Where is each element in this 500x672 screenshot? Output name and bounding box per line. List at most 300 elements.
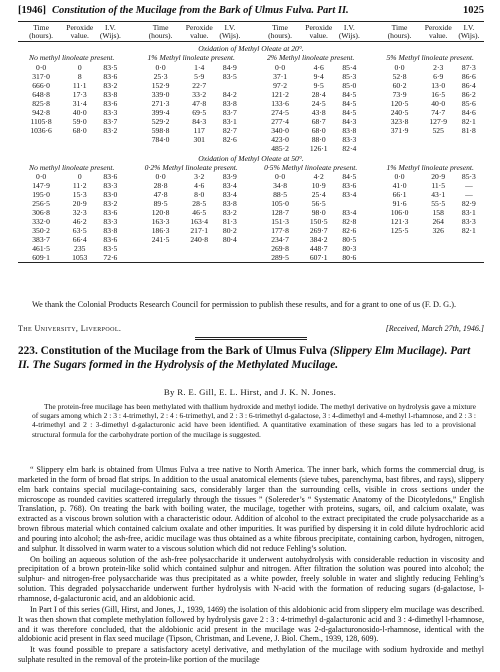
table-cell xyxy=(364,226,376,235)
set-label-50-2: 0·5% Methyl linoleate present. xyxy=(264,162,358,172)
table-cell: 598·8 xyxy=(151,125,170,135)
table-cell: 34·8 xyxy=(273,181,288,191)
table-cell xyxy=(137,253,183,263)
column-header: Time xyxy=(272,22,288,32)
table-row xyxy=(18,81,484,90)
table-cell: 43·8 xyxy=(311,107,326,117)
table-cell xyxy=(423,144,454,153)
table-cell xyxy=(364,108,376,117)
article-title-main: Constitution of the Mucilage from the Bark of Ulmus Fulva xyxy=(40,345,327,357)
oxidation-heading: Oxidation of Methyl Oleate at 20°. xyxy=(198,44,304,54)
table-cell: 17·3 xyxy=(72,89,87,99)
table-cell: 399·4 xyxy=(151,107,170,117)
table-cell xyxy=(137,144,183,153)
oxidation-heading: Oxidation of Methyl Oleate at 50°. xyxy=(198,153,304,163)
table-cell xyxy=(364,32,376,41)
table-cell: 82·6 xyxy=(222,134,237,144)
table-cell xyxy=(64,144,95,153)
table-cell: 86·2 xyxy=(461,89,476,99)
table-cell: 80·2 xyxy=(222,226,237,236)
authors: By R. E. Gill, E. L. Hirst, and J. K. N. Jones. xyxy=(163,387,337,397)
table-cell xyxy=(125,99,137,108)
set-label-20-2: 2% Methyl linoleate present. xyxy=(266,53,355,63)
table-cell xyxy=(245,235,257,244)
table-row xyxy=(18,117,484,126)
table-cell: 56·5 xyxy=(311,199,326,209)
table-cell: 83·2 xyxy=(222,208,237,218)
table-cell: 84·5 xyxy=(342,89,357,99)
table-cell: 25·3 xyxy=(153,71,168,81)
table-cell: 46·2 xyxy=(72,217,87,227)
table-cell xyxy=(364,63,376,72)
table-cell: 1053 xyxy=(72,253,88,263)
table-cell xyxy=(364,190,376,199)
table-cell: 16·5 xyxy=(431,89,446,99)
table-cell: 289·5 xyxy=(271,253,289,263)
column-header: Peroxide xyxy=(185,22,213,32)
table-cell: 4·6 xyxy=(194,181,205,191)
set-label-20-3: 5% Methyl linoleate present. xyxy=(386,53,474,63)
table-cell: 217·1 xyxy=(190,226,209,236)
table-cell xyxy=(64,135,95,144)
table-cell: 68·7 xyxy=(311,116,326,126)
table-cell: 9·4 xyxy=(313,71,324,81)
table-cell: 33·2 xyxy=(192,89,207,99)
table-cell xyxy=(245,181,257,190)
table-cell: 11·2 xyxy=(72,181,87,191)
table-cell: 22·7 xyxy=(192,80,207,90)
table-cell xyxy=(364,99,376,108)
table-cell: 84·5 xyxy=(342,107,357,117)
table-cell: 83·1 xyxy=(461,208,476,218)
table-cell: 648·8 xyxy=(32,89,50,99)
table-cell xyxy=(364,253,376,263)
table-cell xyxy=(125,144,137,153)
column-header: Peroxide xyxy=(66,22,94,32)
table-cell: 6·9 xyxy=(433,71,444,81)
table-cell: 120·8 xyxy=(151,208,170,218)
article-title-italic: (Slippery Elm Mucilage). Part II. The Sugars formed in the Hydrolysis of the Methylated Mucilage. xyxy=(18,345,471,371)
table-cell: 74·7 xyxy=(431,107,446,117)
table-cell xyxy=(245,226,257,235)
table-cell: 47·8 xyxy=(153,190,168,200)
table-cell xyxy=(245,253,257,263)
table-row xyxy=(18,235,484,244)
table-cell: 942·8 xyxy=(32,107,50,117)
table-cell xyxy=(245,217,257,226)
table-cell xyxy=(376,135,422,144)
table-cell: 158 xyxy=(432,208,444,218)
acknowledgement: We thank the Colonial Products Research Council for permission to publish these results, and for a grant to one of us (F. D. G.). xyxy=(32,300,457,309)
table-cell: 66·4 xyxy=(72,235,87,245)
table-cell: 4·2 xyxy=(313,172,324,182)
table-cell: 8·0 xyxy=(194,190,205,200)
table-cell xyxy=(364,208,376,217)
column-header: value. xyxy=(309,31,328,41)
table-cell: 11·5 xyxy=(431,181,446,191)
table-cell: 256·5 xyxy=(32,199,50,209)
table-cell: 383·7 xyxy=(32,235,50,245)
table-cell: — xyxy=(465,181,473,191)
table-cell: 83·6 xyxy=(103,98,118,108)
table-cell: 607·1 xyxy=(309,253,328,263)
table-cell: 0·0 xyxy=(275,62,286,72)
table-cell: 83·3 xyxy=(103,217,118,227)
column-header: (hours). xyxy=(148,31,173,41)
table-cell: 98·0 xyxy=(311,208,326,218)
table-cell: 69·5 xyxy=(192,107,207,117)
oxidation-table xyxy=(18,21,484,265)
table-cell: 0·0 xyxy=(36,62,47,72)
table-cell: 40·0 xyxy=(72,107,87,117)
table-cell: 83·4 xyxy=(342,208,357,218)
table-cell: 83·8 xyxy=(103,226,118,236)
table-cell: 82·9 xyxy=(461,199,476,209)
table-row xyxy=(18,108,484,117)
table-cell: 25·4 xyxy=(311,190,326,200)
table-rule xyxy=(18,263,484,265)
table-cell: 125·5 xyxy=(390,226,409,236)
set-label-row xyxy=(18,54,484,63)
paragraph-2: On boiling an aqueous solution of the ash-free polysaccharide it underwent autohydrolysis with considerable reduction in viscosity and precipitation of a brown protein-like solid which contained sulphur and nitrogen. After filtration the solution was poured into alcohol; the sulphur- and nitrogen-free polysaccharide was thus precipitated as a white powder, freely soluble in water and slightly reducing Fehling’s solution. This degraded polysaccharide underwent further hydrolysis with N-acid with the formation of reducing sugars (d-galactose, l-rhamnose, d-galacturonic acid, and an aldobionic acid. xyxy=(18,554,484,603)
table-cell: 186·3 xyxy=(151,226,170,236)
table-cell: 163·4 xyxy=(190,217,209,227)
table-cell: 83·8 xyxy=(222,199,237,209)
column-header: Peroxide xyxy=(424,22,452,32)
table-cell: 28·8 xyxy=(153,181,168,191)
table-row xyxy=(18,72,484,81)
table-cell: 147·9 xyxy=(32,181,50,191)
column-header: Time xyxy=(391,22,408,32)
table-cell: 150·5 xyxy=(309,217,328,227)
received-date: [Received, March 27th, 1946.] xyxy=(385,324,484,333)
table-cell: 384·2 xyxy=(309,235,328,245)
table-cell: 80·4 xyxy=(222,235,237,245)
set-label-20-1: 1% Methyl linoleate present. xyxy=(147,53,235,63)
table-cell: 306·8 xyxy=(32,208,50,218)
table-cell: 784·0 xyxy=(151,134,170,144)
table-cell: 301 xyxy=(193,134,205,144)
table-cell: 105·0 xyxy=(271,199,289,209)
table-cell xyxy=(364,164,376,173)
separator-rule-2 xyxy=(195,339,307,340)
table-cell: 83·3 xyxy=(342,134,357,144)
table-row xyxy=(18,208,484,217)
table-cell xyxy=(245,135,257,144)
table-cell xyxy=(125,244,137,253)
table-cell: 2·3 xyxy=(433,62,444,72)
table-cell: 73·9 xyxy=(392,89,407,99)
abstract: The protein-free mucilage has been methylated with thallium hydroxide and methyl iodide. The methyl derivative on hydrolysis gave a mixture of sugars among which 2 : 3 : 4-trimethyl, 2 : 4 : 6-trimethyl, and 2 : 3 : 6-trimethyl d-galactose, 3 : 4-dimethyl and 4-methyl l-rhamnose, and 2 : 3 : 4-trimethyl and 2 : 3-dimethyl d-galacturonic acid have been identified. A quantitative examination of these sugars has led to a provisional structural formula for the carbohydrate portion of the mucilage is suggested. xyxy=(32,402,476,439)
table-cell: 277·4 xyxy=(271,116,289,126)
table-cell: 240·5 xyxy=(390,107,409,117)
table-cell: 83·2 xyxy=(103,199,118,209)
table-cell: 89·5 xyxy=(153,199,168,209)
table-cell: 66·1 xyxy=(392,190,407,200)
table-cell xyxy=(184,244,215,253)
table-cell xyxy=(125,172,137,181)
table-cell: 28·5 xyxy=(192,199,207,209)
table-cell xyxy=(245,126,257,135)
table-row xyxy=(18,90,484,99)
table-cell: 151·3 xyxy=(271,217,289,227)
column-header: (Wijs). xyxy=(219,31,241,41)
table-cell xyxy=(245,164,257,173)
table-cell: 87·3 xyxy=(461,62,476,72)
table-cell: 59·0 xyxy=(72,116,87,126)
table-cell: 340·0 xyxy=(271,125,289,135)
table-cell xyxy=(376,253,422,263)
table-cell xyxy=(364,90,376,99)
table-cell: 350·2 xyxy=(32,226,50,236)
table-cell: 47·8 xyxy=(192,98,207,108)
table-cell: 31·4 xyxy=(72,98,87,108)
table-cell xyxy=(245,24,257,33)
separator-rule xyxy=(195,337,307,338)
table-cell xyxy=(125,190,137,199)
table-cell: 3·2 xyxy=(194,172,205,182)
table-cell: 85·0 xyxy=(342,80,357,90)
table-cell: 83·5 xyxy=(222,71,237,81)
column-header: (Wijs). xyxy=(99,31,121,41)
table-cell xyxy=(125,90,137,99)
table-cell: 126·1 xyxy=(309,143,328,153)
table-cell: 55·5 xyxy=(431,199,446,209)
page-number: 1025 xyxy=(463,5,484,16)
table-cell: 1105·8 xyxy=(30,116,52,126)
column-header: Time xyxy=(152,22,169,32)
table-cell xyxy=(364,235,376,244)
header-row-1 xyxy=(18,32,484,41)
table-cell: 85·3 xyxy=(342,71,357,81)
table-cell: 84·2 xyxy=(222,89,237,99)
table-cell: 72·6 xyxy=(103,253,118,263)
table-cell: 120·5 xyxy=(390,98,409,108)
table-cell: 0·0 xyxy=(155,172,166,182)
table-cell xyxy=(215,144,245,153)
table-cell: 241·5 xyxy=(151,235,170,245)
table-cell: 10·9 xyxy=(311,181,326,191)
table-cell: 269·8 xyxy=(271,244,289,254)
table-row xyxy=(18,226,484,235)
table-cell xyxy=(364,172,376,181)
table-cell: — xyxy=(465,190,473,200)
table-cell: 326 xyxy=(432,226,444,236)
table-cell: 88·0 xyxy=(311,134,326,144)
table-cell: 40·0 xyxy=(431,98,446,108)
table-row xyxy=(18,172,484,181)
table-cell: 84·3 xyxy=(342,116,357,126)
table-cell: 461·5 xyxy=(32,244,50,254)
table-cell: 235 xyxy=(74,244,86,254)
column-header: (Wijs). xyxy=(458,31,480,41)
table-cell xyxy=(423,253,454,263)
table-cell xyxy=(245,199,257,208)
table-cell xyxy=(184,144,215,153)
table-row xyxy=(18,244,484,253)
table-cell xyxy=(245,99,257,108)
table-cell xyxy=(364,126,376,135)
table-cell xyxy=(125,63,137,72)
table-cell xyxy=(125,208,137,217)
table-cell: 177·8 xyxy=(271,226,289,236)
table-cell xyxy=(364,24,376,33)
table-row xyxy=(18,99,484,108)
set-label-50-3: 1% Methyl linoleate present. xyxy=(386,162,474,172)
table-cell: 4·6 xyxy=(313,62,324,72)
table-cell: 485·2 xyxy=(271,143,289,153)
table-cell: 234·7 xyxy=(271,235,289,245)
column-header: I.V. xyxy=(224,22,236,32)
table-cell xyxy=(334,199,364,208)
table-cell xyxy=(245,90,257,99)
table-cell xyxy=(18,144,64,153)
table-cell: 240·8 xyxy=(190,235,209,245)
table-cell: 0·0 xyxy=(394,172,405,182)
table-cell xyxy=(376,244,422,253)
table-cell: 1036·6 xyxy=(30,125,52,135)
table-cell xyxy=(125,81,137,90)
table-cell: 448·7 xyxy=(309,244,328,254)
table-cell xyxy=(423,244,454,253)
table-cell: 52·8 xyxy=(392,71,407,81)
table-cell xyxy=(364,135,376,144)
table-cell xyxy=(125,117,137,126)
table-cell xyxy=(364,181,376,190)
table-cell: 83·2 xyxy=(103,125,118,135)
table-cell: 83·4 xyxy=(222,181,237,191)
table-cell xyxy=(125,226,137,235)
table-cell: 88·5 xyxy=(273,190,288,200)
table-cell xyxy=(376,235,422,244)
table-cell: 83·6 xyxy=(103,71,118,81)
table-cell: 83·7 xyxy=(222,107,237,117)
table-cell: 84·9 xyxy=(222,62,237,72)
column-header: value. xyxy=(70,31,89,41)
column-header: (hours). xyxy=(29,31,54,41)
table-cell: 20·9 xyxy=(72,199,87,209)
table-cell xyxy=(125,72,137,81)
table-cell xyxy=(364,72,376,81)
table-cell: 0·0 xyxy=(36,172,47,182)
table-cell: 84·6 xyxy=(461,107,476,117)
table-cell: 82·4 xyxy=(342,143,357,153)
table-cell xyxy=(18,135,64,144)
table-cell: 0 xyxy=(77,62,82,72)
table-cell: 82·8 xyxy=(342,217,357,227)
table-cell xyxy=(454,144,484,153)
table-cell: 68·0 xyxy=(72,125,87,135)
table-row xyxy=(18,63,484,72)
table-cell: 81·8 xyxy=(461,125,476,135)
table-cell: 5·9 xyxy=(194,71,205,81)
table-cell: 128·7 xyxy=(271,208,289,218)
table-cell xyxy=(245,144,257,153)
table-cell xyxy=(95,135,125,144)
table-cell: 85·3 xyxy=(461,172,476,182)
table-cell: 83·5 xyxy=(103,244,118,254)
table-row xyxy=(18,217,484,226)
table-cell: 83·6 xyxy=(103,235,118,245)
table-cell: 46·5 xyxy=(192,208,207,218)
table-cell xyxy=(245,117,257,126)
table-cell: 81·3 xyxy=(222,217,237,227)
table-cell xyxy=(376,144,422,153)
table-cell: 83·3 xyxy=(103,107,118,117)
article-number: 223. xyxy=(18,345,38,357)
column-header: (hours). xyxy=(268,31,292,41)
table-cell: 85·6 xyxy=(461,98,476,108)
table-cell: 83·6 xyxy=(342,181,357,191)
table-cell: 82·7 xyxy=(222,125,237,135)
table-cell: 41·0 xyxy=(392,181,407,191)
column-header: Time xyxy=(33,22,49,32)
table-cell: 8 xyxy=(77,71,82,81)
table-cell: 423·0 xyxy=(271,134,289,144)
table-cell: 83·3 xyxy=(103,181,118,191)
table-cell xyxy=(423,135,454,144)
column-header: Peroxide xyxy=(305,22,333,32)
table-cell xyxy=(184,253,215,263)
set-label-20-0: No methyl linoleate present. xyxy=(29,53,115,63)
table-cell: 271·3 xyxy=(151,98,170,108)
table-row xyxy=(18,181,484,190)
table-cell: 83·8 xyxy=(342,125,357,135)
table-cell: 83·4 xyxy=(222,190,237,200)
table-cell: 97·2 xyxy=(273,80,288,90)
table-cell: 127·9 xyxy=(429,116,448,126)
table-cell: 117 xyxy=(193,125,205,135)
table-cell xyxy=(245,54,257,63)
table-cell: 37·1 xyxy=(273,71,288,81)
paragraph-4: It was found possible to prepare a satisfactory acetyl derivative, and methylation of the mucilage with sodium hydroxide and methyl sulphate resulted in the removal of the protein-like portion of the mucilage xyxy=(18,645,484,665)
table-cell: 264 xyxy=(432,217,444,227)
table-cell xyxy=(125,181,137,190)
column-header: value. xyxy=(429,31,448,41)
table-cell xyxy=(454,135,484,144)
table-cell xyxy=(364,199,376,208)
paragraph-1: “ Slippery elm bark is obtained from Ulmus Fulva a tree native to North America. The inner bark, which forms the commercial drug, is marketed in the form of broad flat strips. In addition to the usual anatomical elements (sieve tubes, parenchyma, bast fibres, and rays), slippery elm bark contains special mucilage-containing sacs, considerably larger than the surrounding cells, visible in cross sections under the microscope as rounded cavities scattered irregularly through the tissues ” (Solereder’s “ Systematic Anatomy of the Dicotyledons,” English Translation, p. 768). On treating the bark with boiling water, the mucilage, together with proteins, sugars, oil, and calcium oxalate, was extracted as a viscous brown solution with a characteristic odour. Addition of alcohol to the extract precipitated the crude polysaccharide as a brown fibrous material which contained calcium oxalate and other impurities. It was purified by dispersing it in cold dilute hydrochloric acid and pouring into alcohol; the ash-free, acidic mucilage was thus obtained as a white fibrous precipitate, containing carbon, hydrogen, nitrogen, and sulphur. It dissolved in warm water to a viscous solution which did not reduce Fehling’s solution. xyxy=(18,465,484,553)
table-cell xyxy=(215,253,245,263)
table-cell xyxy=(125,126,137,135)
table-cell xyxy=(245,81,257,90)
table-cell xyxy=(364,144,376,153)
table-cell: 0·0 xyxy=(394,62,405,72)
table-cell: 525 xyxy=(432,125,444,135)
table-cell: 91·6 xyxy=(392,199,407,209)
table-cell xyxy=(245,108,257,117)
table-cell: 825·8 xyxy=(32,98,50,108)
column-header: (Wijs). xyxy=(338,31,360,41)
table-cell xyxy=(125,235,137,244)
table-cell: 15·3 xyxy=(72,190,87,200)
table-cell: 0 xyxy=(77,172,82,182)
table-cell: 86·6 xyxy=(461,71,476,81)
table-cell: 121·2 xyxy=(271,89,289,99)
column-header: value. xyxy=(190,31,209,41)
table-cell: 84·5 xyxy=(342,172,357,182)
table-cell xyxy=(364,81,376,90)
table-cell xyxy=(125,108,137,117)
header-year: [1946] xyxy=(18,5,46,16)
header-title: Constitution of the Mucilage from the Bark of Ulmus Fulva. Part II. xyxy=(52,5,349,16)
table-cell xyxy=(364,244,376,253)
table-cell xyxy=(95,144,125,153)
table-cell: 82·6 xyxy=(342,226,357,236)
table-cell: 121·3 xyxy=(390,217,409,227)
table-cell: 68·0 xyxy=(311,125,326,135)
table-cell: 1·4 xyxy=(194,62,205,72)
